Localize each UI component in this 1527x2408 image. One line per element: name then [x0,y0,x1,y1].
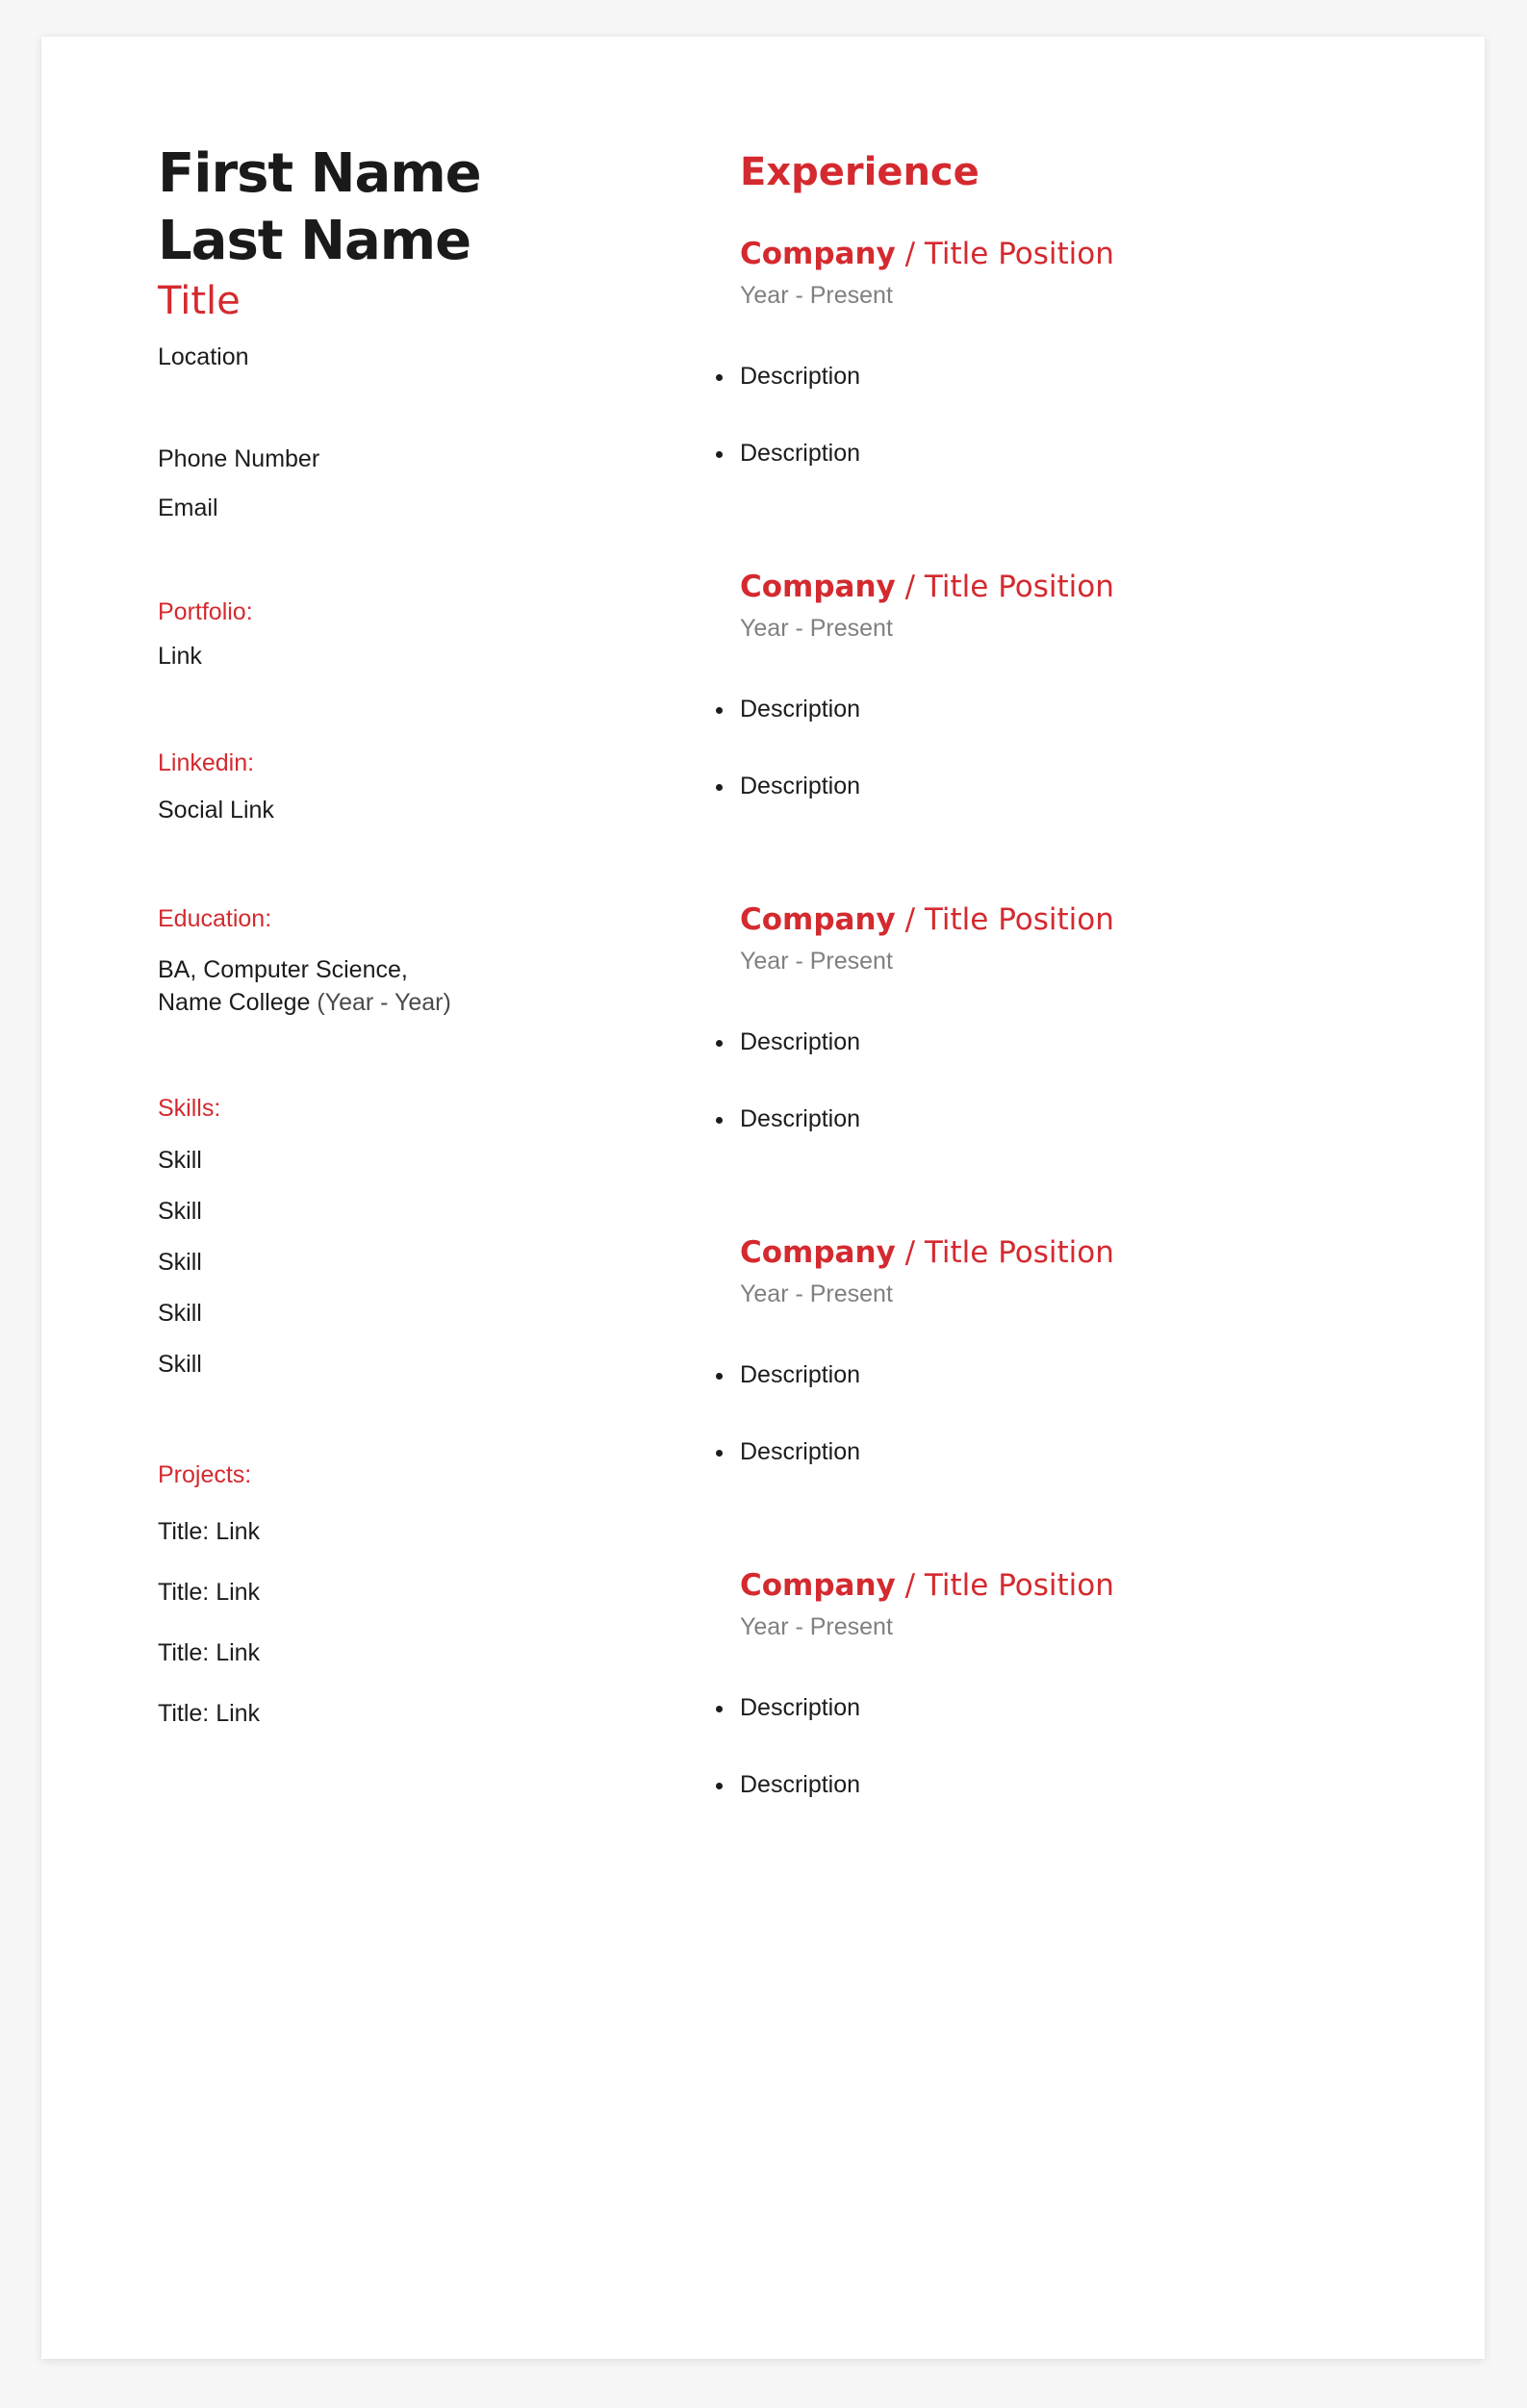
company-name: Company [740,1568,896,1603]
portfolio-link[interactable]: Link [158,643,202,670]
job-description: Description [740,1771,861,1798]
education-years: (Year - Year) [317,989,451,1016]
company-name: Company [740,570,896,604]
bullet-icon [716,451,723,458]
job-dates: Year - Present [740,282,893,309]
skill-item: Skill [158,1300,202,1327]
job-description-item [740,1360,1413,1437]
job-description-item [740,1693,1413,1770]
bullet-icon [716,1117,723,1124]
job-header [740,1566,1413,1605]
phone-number: Phone Number [158,445,320,472]
job-separator: / [895,902,925,937]
bullet-icon [716,1373,723,1380]
bullet-icon [716,784,723,791]
portfolio-label: Portfolio: [158,598,253,625]
email: Email [158,494,218,521]
job-description-item [740,772,1413,800]
job-description-list [740,695,1413,800]
company-name: Company [740,902,896,937]
projects-label: Projects: [158,1461,252,1488]
project-item[interactable]: Title: Link [158,1518,261,1545]
bullet-icon [716,1450,723,1457]
education-college: Name College [158,989,311,1016]
right-column [740,148,1413,1799]
last-name: Last Name [158,210,471,272]
location: Location [158,343,249,370]
job-header [740,1233,1413,1272]
job-description-item [740,1027,1413,1104]
job-description: Description [740,696,861,722]
job-dates: Year - Present [740,1280,893,1307]
skill-item: Skill [158,1249,202,1276]
bullet-icon [716,374,723,381]
job-entry [740,235,1413,468]
job-dates: Year - Present [740,1613,893,1640]
job-dates: Year - Present [740,615,893,642]
job-description: Description [740,1028,861,1055]
project-item[interactable]: Title: Link [158,1700,261,1727]
job-dates: Year - Present [740,948,893,975]
job-description: Description [740,1105,861,1132]
job-description-item [740,1437,1413,1466]
resume-page [41,37,1485,2359]
job-description: Description [740,1694,861,1721]
job-separator: / [895,570,925,604]
job-entry [740,1566,1413,1799]
job-title: Title [158,279,241,323]
job-description-item [740,1104,1413,1133]
job-position: Title Position [924,1235,1114,1270]
job-description-list [740,362,1413,468]
job-position: Title Position [924,902,1114,937]
bullet-icon [716,1783,723,1789]
project-item[interactable]: Title: Link [158,1579,261,1606]
job-header [740,235,1413,273]
projects-list [158,1517,639,1728]
education-college-line [158,988,639,1017]
job-description-item [740,439,1413,468]
skill-item: Skill [158,1351,202,1378]
linkedin-label: Linkedin: [158,749,255,776]
bullet-icon [716,1040,723,1047]
company-name: Company [740,237,896,271]
job-description: Description [740,363,861,390]
job-separator: / [895,1235,925,1270]
job-description: Description [740,1438,861,1465]
job-description-list [740,1360,1413,1466]
job-description-item [740,695,1413,772]
project-item[interactable]: Title: Link [158,1639,261,1666]
skills-label: Skills: [158,1095,221,1122]
experience-heading: Experience [740,150,980,194]
skill-item: Skill [158,1147,202,1174]
company-name: Company [740,1235,896,1270]
first-name: First Name [158,142,481,205]
education-block [158,951,639,1017]
education-label: Education: [158,905,272,932]
job-description-item [740,362,1413,439]
job-separator: / [895,1568,925,1603]
job-description: Description [740,1361,861,1388]
job-header [740,900,1413,939]
job-entry [740,900,1413,1133]
skill-item: Skill [158,1198,202,1225]
linkedin-link[interactable]: Social Link [158,797,274,824]
job-description-item [740,1770,1413,1799]
job-entry [740,568,1413,800]
job-header [740,568,1413,606]
skills-list [158,1146,639,1379]
job-entry [740,1233,1413,1466]
job-position: Title Position [924,237,1114,271]
job-separator: / [895,237,925,271]
job-description: Description [740,773,861,799]
job-position: Title Position [924,1568,1114,1603]
job-description: Description [740,440,861,467]
left-column [158,140,639,1728]
bullet-icon [716,1706,723,1712]
education-degree: BA, Computer Science, [158,956,408,983]
job-position: Title Position [924,570,1114,604]
job-description-list [740,1027,1413,1133]
job-description-list [740,1693,1413,1799]
bullet-icon [716,707,723,714]
